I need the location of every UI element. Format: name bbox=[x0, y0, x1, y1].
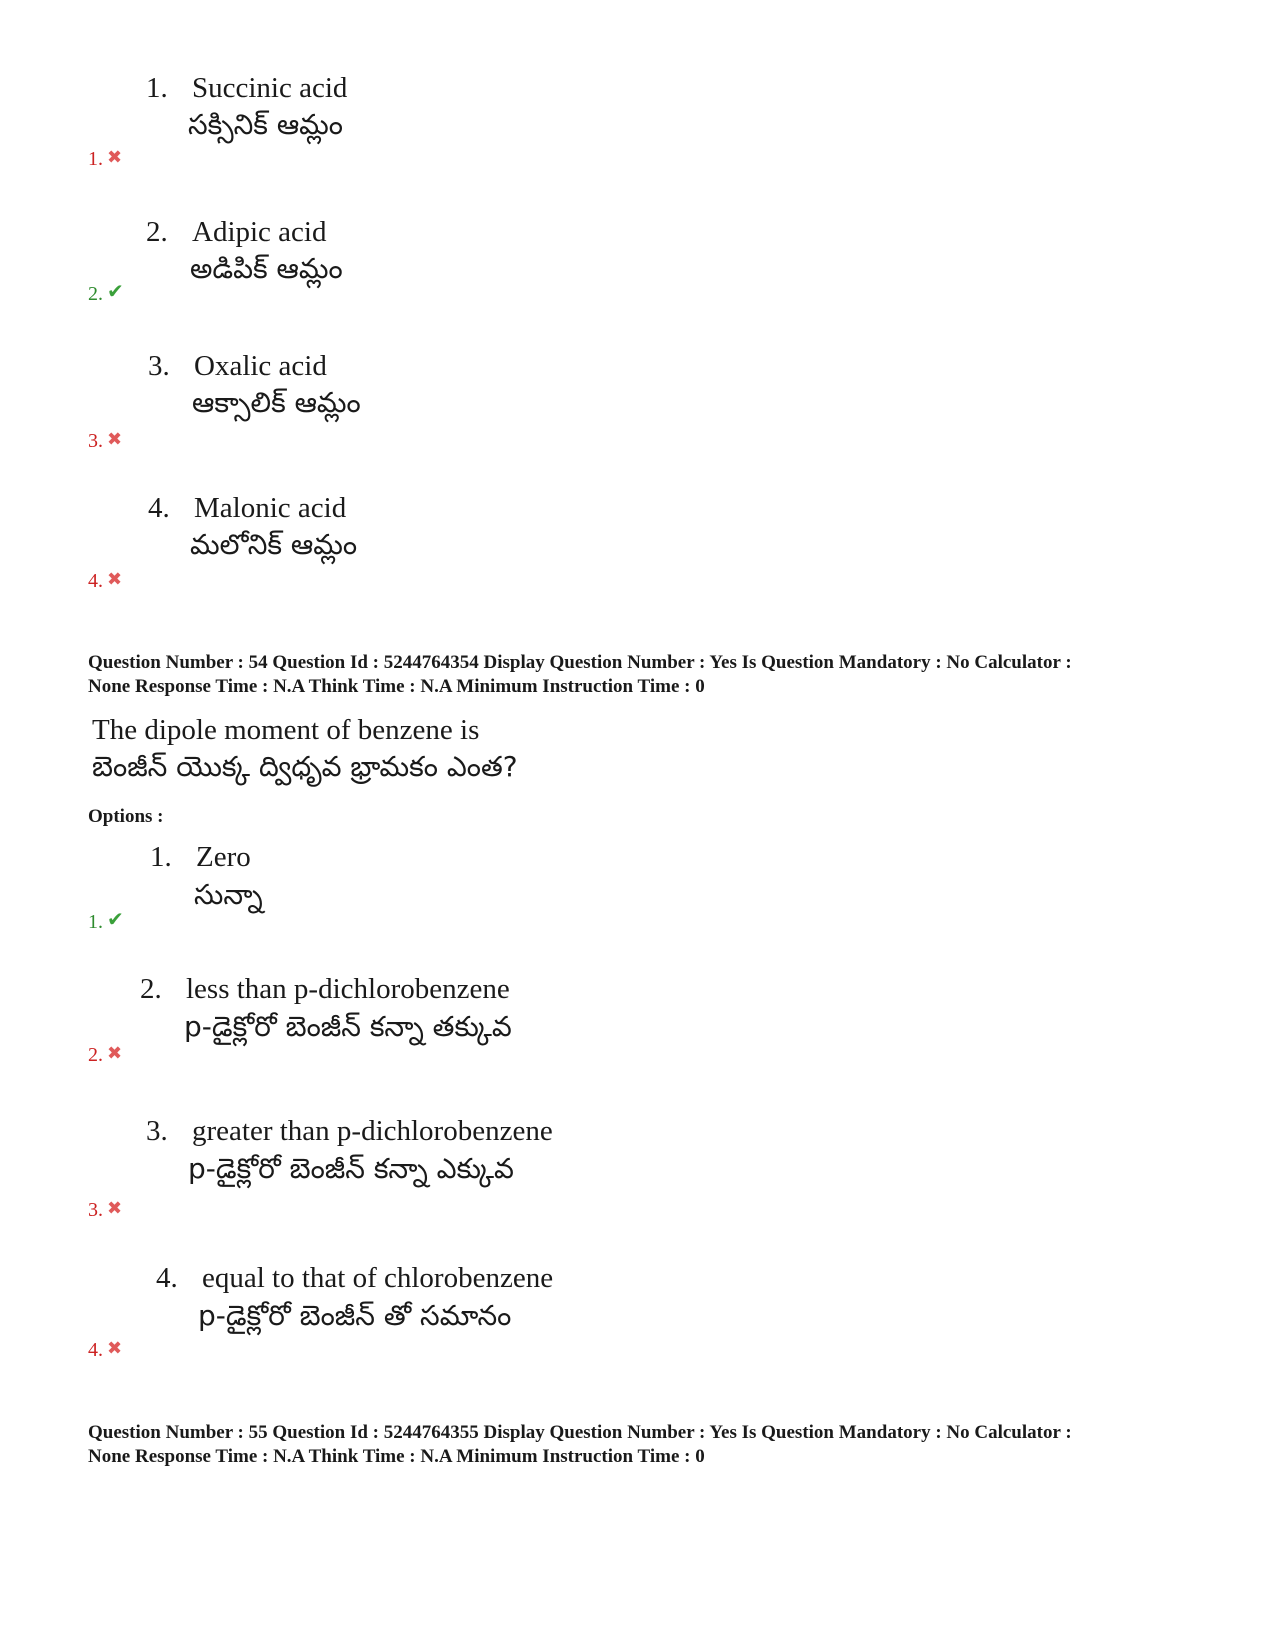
q54-option-2-telugu: p-డైక్లోరో బెంజీన్ కన్నా తక్కువ bbox=[184, 1010, 512, 1043]
q53-option-4-text: 4. Malonic acid bbox=[148, 492, 347, 524]
q53-option-3-marker: 3. ✖ bbox=[88, 429, 123, 452]
q54-meta-line-2: None Response Time : N.A Think Time : N.A Minimum Instruction Time : 0 bbox=[88, 676, 705, 697]
q53-option-4-marker: 4. ✖ bbox=[88, 569, 123, 592]
q53-option-1-text: 1. Succinic acid bbox=[146, 72, 348, 104]
q54-meta bbox=[88, 651, 1208, 699]
q53-option-3-text: 3. Oxalic acid bbox=[148, 350, 327, 382]
q54-option-4-telugu: p-డైక్లోరో బెంజీన్ తో సమానం bbox=[198, 1299, 512, 1332]
q54-option-1-marker: 1. ✔ bbox=[88, 909, 124, 933]
q54-meta-line-1: Question Number : 54 Question Id : 5244764354 Display Question Number : Yes Is Question Mandatory : No Calculator : bbox=[88, 652, 1072, 673]
cross-icon: ✖ bbox=[107, 147, 123, 167]
q54-option-1-text: 1. Zero bbox=[150, 841, 251, 873]
q53-option-2-marker: 2. ✔ bbox=[88, 281, 124, 305]
cross-icon: ✖ bbox=[107, 429, 123, 449]
q54-option-3-text: 3. greater than p-dichlorobenzene bbox=[146, 1115, 553, 1147]
q54-question-text: The dipole moment of benzene is bbox=[92, 714, 480, 746]
cross-icon: ✖ bbox=[107, 1198, 123, 1218]
cross-icon: ✖ bbox=[107, 569, 123, 589]
q54-option-4-text: 4. equal to that of chlorobenzene bbox=[156, 1262, 554, 1294]
q53-option-4-telugu: మలోనిక్ ఆమ్లం bbox=[190, 528, 358, 561]
q53-option-2-text: 2. Adipic acid bbox=[146, 216, 327, 248]
q55-meta bbox=[88, 1421, 1208, 1469]
q54-option-3-telugu: p-డైక్లోరో బెంజీన్ కన్నా ఎక్కువ bbox=[188, 1152, 514, 1185]
q54-option-1-telugu: సున్నా bbox=[194, 878, 263, 911]
q53-option-1-marker: 1. ✖ bbox=[88, 147, 123, 170]
q53-option-2-telugu: అడిపిక్ ఆమ్లం bbox=[190, 252, 343, 285]
q54-option-2-text: 2. less than p-dichlorobenzene bbox=[140, 973, 510, 1005]
q53-option-1-telugu: సక్సినిక్ ఆమ్లం bbox=[188, 108, 343, 141]
check-icon: ✔ bbox=[107, 909, 124, 931]
q54-option-2-marker: 2. ✖ bbox=[88, 1043, 123, 1066]
q54-option-4-marker: 4. ✖ bbox=[88, 1338, 123, 1361]
q54-question-telugu: బెంజీన్ యొక్క ద్విధృవ భ్రామకం ఎంత? bbox=[92, 750, 518, 783]
check-icon: ✔ bbox=[107, 281, 124, 303]
q55-meta-line-1: Question Number : 55 Question Id : 5244764355 Display Question Number : Yes Is Question Mandatory : No Calculator : bbox=[88, 1422, 1072, 1443]
q53-option-3-telugu: ఆక్సాలిక్ ఆమ్లం bbox=[192, 386, 361, 419]
cross-icon: ✖ bbox=[107, 1338, 123, 1358]
q54-option-3-marker: 3. ✖ bbox=[88, 1198, 123, 1221]
q55-meta-line-2: None Response Time : N.A Think Time : N.A Minimum Instruction Time : 0 bbox=[88, 1446, 705, 1467]
cross-icon: ✖ bbox=[107, 1043, 123, 1063]
q54-options-label: Options : bbox=[88, 806, 164, 827]
